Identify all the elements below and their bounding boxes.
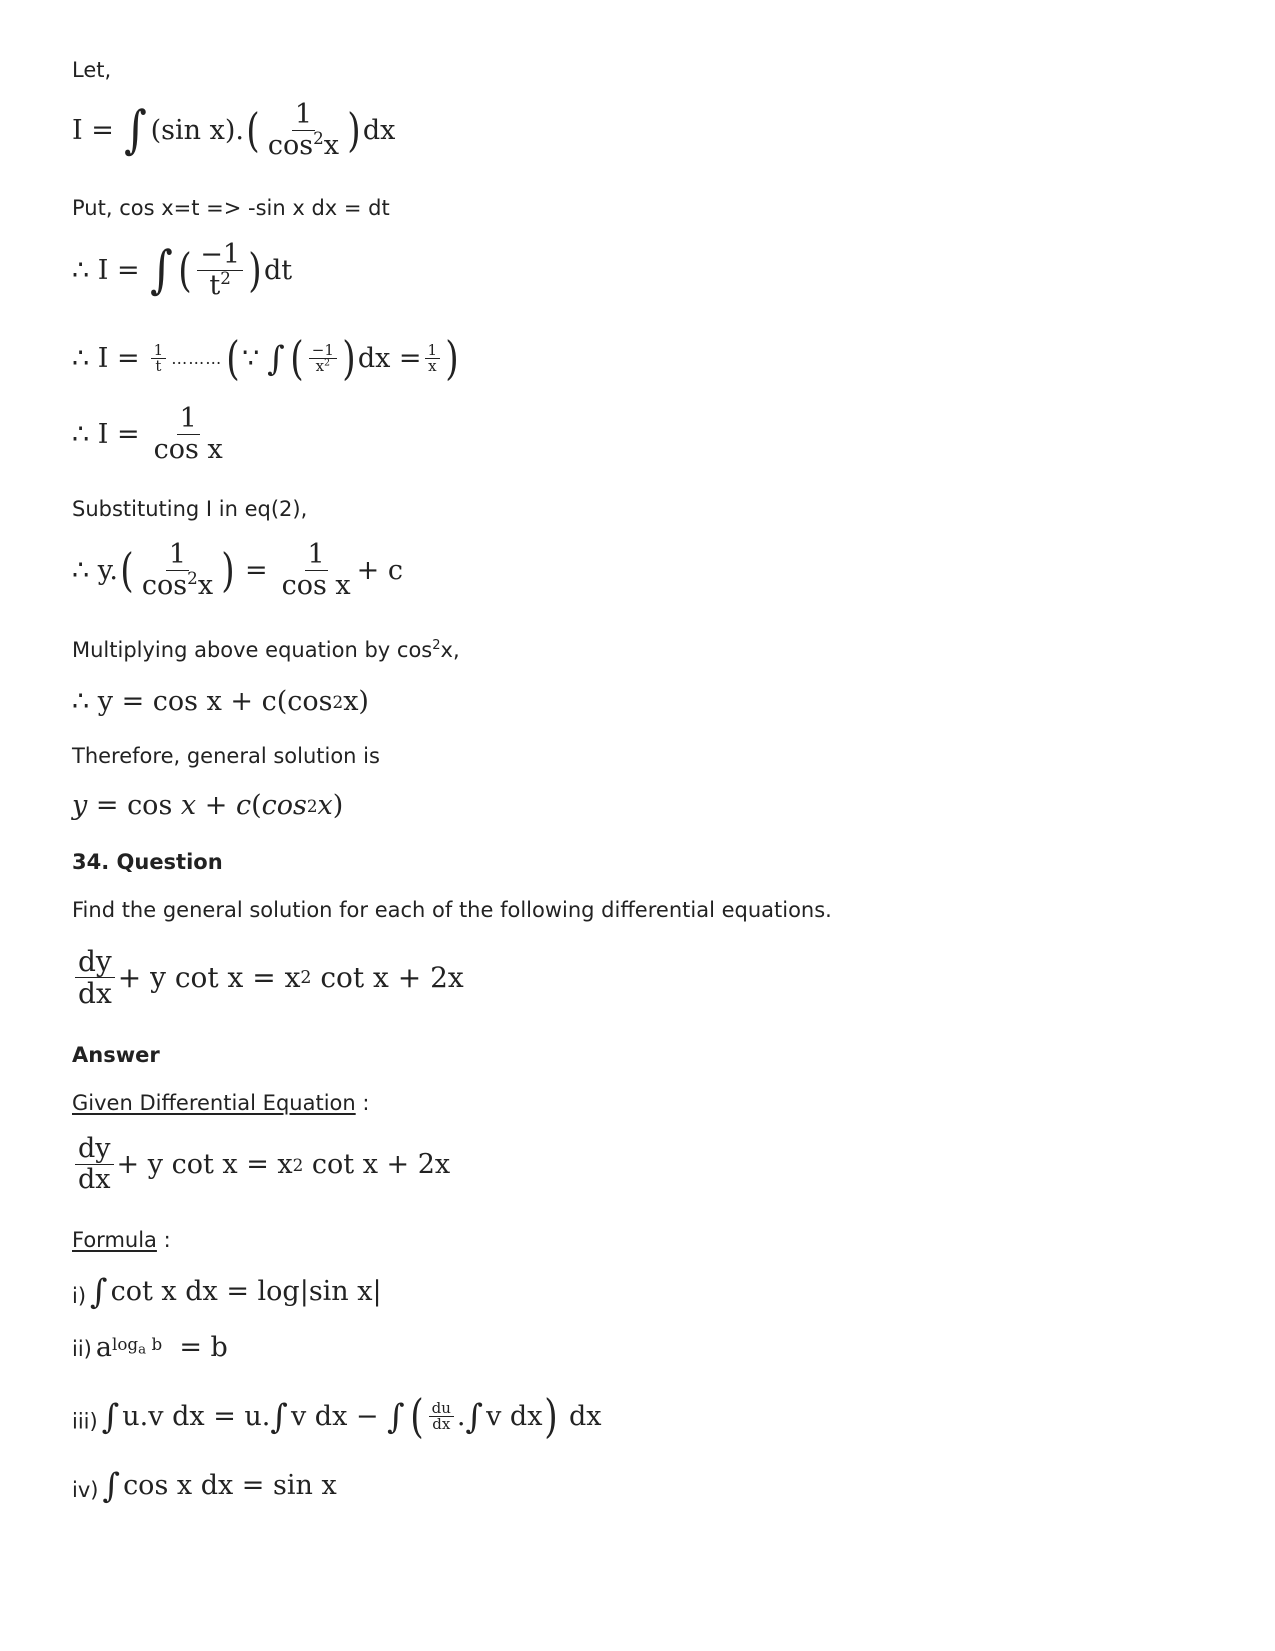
numerator: −1 — [309, 343, 337, 360]
formula-4: iv) ∫ cos x dx = sin x — [72, 1466, 337, 1505]
fraction — [139, 540, 216, 601]
fraction — [151, 404, 226, 465]
fraction-dydx — [75, 1134, 114, 1195]
text-therefore: Therefore, general solution is — [72, 744, 380, 768]
formula-3: iii) ∫ u.v dx = u. ∫ v dx − ∫ ( $\frac{du}{dx}$ . ∫ v dx ) dx — [72, 1389, 602, 1443]
denominator: $\cos^2x$ — [141, 568, 214, 602]
denominator: x — [428, 357, 437, 376]
paren-open: ( — [226, 331, 240, 385]
equation-i-one-over-cosx — [72, 404, 229, 465]
integral-sign: ∫ — [123, 100, 147, 161]
equation-y-result: ∴ y = cos x + c(cos 2 x) — [72, 686, 369, 717]
denominator: $t^2$ — [209, 268, 231, 302]
given-label: Given Differential Equation — [72, 1091, 356, 1115]
equation-i-one-over-t — [72, 331, 461, 385]
plus-constant: + c — [356, 555, 403, 587]
dots: ……… — [171, 349, 223, 369]
denominator: dx — [78, 1164, 111, 1196]
numerator: 1 — [425, 343, 441, 360]
text-multiplying: Multiplying above equation by $\cos^2x$, — [72, 638, 460, 662]
eq-dt: dt — [264, 255, 293, 287]
fraction — [265, 100, 342, 161]
equation-general-solution: y = cos x + c ( cos 2 x ) — [72, 790, 344, 821]
given-label-row: Given Differential Equation : — [72, 1091, 370, 1115]
eq-lhs: ∴ I = — [72, 343, 140, 375]
eq-lhs: I = — [72, 115, 114, 147]
question-heading: 34. Question — [72, 850, 223, 874]
paren-open: ( — [409, 1389, 424, 1443]
paren-open: ( — [120, 542, 134, 597]
numerator: dy — [75, 946, 115, 978]
paren-open: ( — [178, 242, 193, 297]
answer-heading: Answer — [72, 1043, 160, 1067]
numerator: 1 — [166, 540, 189, 571]
equals-sign: = — [244, 555, 268, 587]
denominator: dx — [432, 1415, 451, 1434]
formula-4-label: iv) — [72, 1478, 99, 1502]
equation-y-substituted — [72, 540, 403, 601]
equation-integral-t — [72, 240, 292, 301]
equation-integral-i — [72, 100, 395, 161]
text-substitution: Put, cos x=t => -sin x dx = dt — [72, 196, 390, 220]
denominator: cos x — [153, 434, 223, 466]
eq-sinx: (sin x). — [150, 115, 244, 147]
formula-2: ii) a $\log_a b$ = b — [72, 1332, 228, 1363]
denominator: t — [155, 357, 162, 376]
paren-close: ) — [347, 102, 361, 157]
fraction-rhs — [425, 340, 441, 376]
numerator: 1 — [177, 404, 200, 435]
numerator: dy — [75, 1134, 114, 1165]
question-equation: $\frac{dy}{dx}$ + y cot x = x 2 cot x + 2x — [72, 946, 464, 1010]
denominator: $\cos^2x$ — [267, 128, 339, 162]
formula-2-label: ii) — [72, 1337, 92, 1361]
because-symbol: ∵ — [242, 343, 260, 375]
numerator: 1 — [305, 540, 328, 571]
eq-lhs: ∴ I = — [72, 419, 140, 451]
integral-sign: ∫ — [149, 240, 173, 301]
formula-1-label: i) — [72, 1284, 87, 1308]
denominator: cos x — [281, 570, 351, 602]
fraction — [151, 340, 167, 376]
numerator: −1 — [197, 240, 243, 271]
formula-3-label: iii) — [72, 1409, 98, 1434]
text-substituting: Substituting I in eq(2), — [72, 497, 308, 521]
paren-open: ( — [246, 102, 260, 157]
paren-close: ) — [221, 542, 235, 597]
fraction-dudx — [429, 1398, 454, 1434]
eq-dx: dx — [362, 115, 396, 147]
given-equation: $\frac{dy}{dx}$ + y cot x = x 2 cot x + 2x — [72, 1134, 450, 1195]
denominator: $x^2$ — [315, 357, 331, 376]
numerator: du — [429, 1401, 454, 1418]
denominator: dx — [78, 977, 112, 1011]
eq-dx: dx = — [357, 343, 422, 375]
formula-1: i) ∫ cot x dx = log|sin x| — [72, 1272, 382, 1311]
eq-lhs: ∴ y. — [72, 555, 119, 587]
fraction — [197, 240, 243, 301]
paren-close-inner: ) — [342, 331, 356, 385]
fraction-inner — [309, 340, 337, 376]
formula-label-row: Formula : — [72, 1228, 171, 1252]
eq-lhs: ∴ I = — [72, 255, 140, 287]
paren-close: ) — [544, 1389, 559, 1443]
numerator: 1 — [151, 343, 167, 360]
formula-label: Formula — [72, 1228, 157, 1252]
fraction-dydx — [75, 946, 115, 1010]
integral-sign: ∫ — [267, 339, 285, 379]
fraction-rhs — [279, 540, 354, 601]
paren-close: ) — [248, 242, 262, 297]
paren-open-inner: ( — [290, 331, 304, 385]
numerator: 1 — [292, 100, 315, 131]
paren-close: ) — [445, 331, 459, 385]
question-text: Find the general solution for each of the following differential equations. — [72, 898, 832, 922]
text-let: Let, — [72, 58, 112, 82]
